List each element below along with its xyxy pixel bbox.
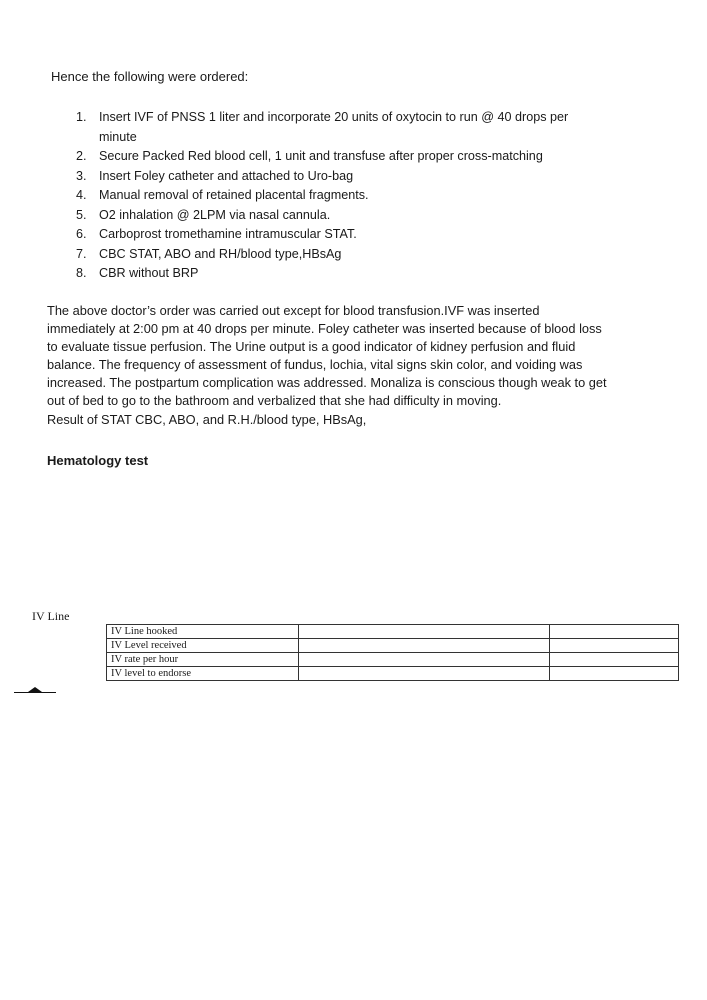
order-text: Insert IVF of PNSS 1 liter and incorporate 20 units of oxytocin to run @ 40 drops per <box>99 110 569 124</box>
order-item <box>0 108 654 147</box>
value-cell <box>550 625 679 639</box>
result-line: Result of STAT CBC, ABO, and R.H./blood type, HBsAg, <box>47 411 367 427</box>
order-number: 3. <box>76 168 87 183</box>
order-text-continued: minute <box>99 129 137 144</box>
order-text: Insert Foley catheter and attached to Uro-bag <box>99 168 354 183</box>
paragraph-line: increased. The postpartum complication was addressed. Monaliza is conscious though weak to get <box>47 375 607 391</box>
row-label: IV rate per hour <box>107 653 299 667</box>
order-item <box>0 167 654 187</box>
order-number: 6. <box>76 227 87 241</box>
order-text: Carboprost tromethamine intramuscular STAT. <box>99 227 357 241</box>
order-item <box>0 264 654 284</box>
order-item <box>0 206 654 226</box>
iv-line-table <box>106 624 679 681</box>
value-cell <box>550 639 679 653</box>
value-cell <box>550 667 679 681</box>
table-row <box>107 639 679 653</box>
value-cell <box>299 667 550 681</box>
order-number: 8. <box>76 266 87 280</box>
order-text: CBC STAT, ABO and RH/blood type,HBsAg <box>99 246 342 261</box>
paragraph-line: out of bed to go to the bathroom and verbalized that she had difficulty in moving. <box>47 393 502 409</box>
order-number: 1. <box>76 110 87 124</box>
row-label: IV Level received <box>107 639 299 653</box>
paragraph-line: to evaluate tissue perfusion. The Urine output is a good indicator of kidney perfusion and fluid <box>47 339 576 355</box>
row-label: IV Line hooked <box>107 625 299 639</box>
value-cell <box>550 653 679 667</box>
order-number: 7. <box>76 246 87 261</box>
row-label: IV level to endorse <box>107 667 299 681</box>
table-row <box>107 667 679 681</box>
order-item <box>0 225 654 245</box>
paragraph-line: The above doctor’s order was carried out except for blood transfusion.IVF was inserted <box>47 303 540 318</box>
iv-line-title: IV Line <box>32 609 70 623</box>
order-number: 4. <box>76 188 87 202</box>
iv-line-section <box>0 580 686 692</box>
table-row <box>107 625 679 639</box>
section-heading: Hematology test <box>47 453 149 468</box>
order-text: Secure Packed Red blood cell, 1 unit and transfuse after proper cross-matching <box>99 149 543 163</box>
table-row <box>107 653 679 667</box>
intro-text: Hence the following were ordered: <box>51 69 249 84</box>
order-item <box>0 147 654 167</box>
value-cell <box>299 639 550 653</box>
order-item <box>0 186 654 206</box>
value-cell <box>299 653 550 667</box>
paragraph-line: immediately at 2:00 pm at 40 drops per minute. Foley catheter was inserted because of blood loss <box>47 321 602 337</box>
narrative-paragraph <box>47 302 651 429</box>
doctor-orders-list <box>0 108 654 284</box>
order-text: O2 inhalation @ 2LPM via nasal cannula. <box>99 207 331 222</box>
paragraph-line: balance. The frequency of assessment of fundus, lochia, vital signs skin color, and voiding was <box>47 357 583 373</box>
order-number: 2. <box>76 149 87 163</box>
order-item <box>0 245 654 265</box>
order-text: CBR without BRP <box>99 266 199 280</box>
value-cell <box>299 625 550 639</box>
triangle-marker-icon <box>14 687 56 693</box>
order-number: 5. <box>76 207 87 222</box>
order-text: Manual removal of retained placental fragments. <box>99 188 369 202</box>
